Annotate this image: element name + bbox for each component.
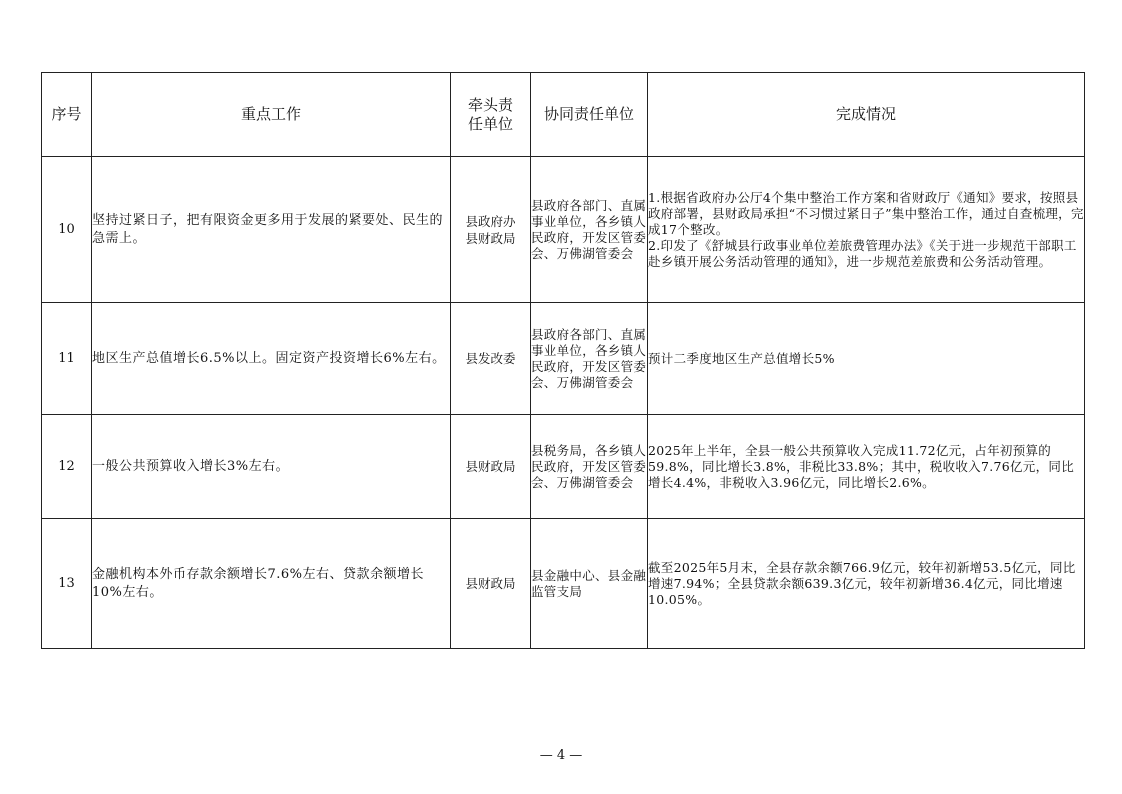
status-line: 2.印发了《舒城县行政事业单位差旅费管理办法》《关于进一步规范干部职工赴乡镇开展公务活动管理的通知》，进一步规范差旅费和公务活动管理。 <box>648 237 1077 269</box>
row-number: 11 <box>42 303 92 415</box>
row-status <box>648 415 1085 519</box>
header-lead-label: 牵头责任单位 <box>467 95 513 133</box>
row-status <box>648 157 1085 303</box>
row-status <box>648 303 1085 415</box>
row-lead-unit: 县财政局 <box>451 415 531 519</box>
row-coop-unit: 县政府各部门、直属事业单位，各乡镇人民政府，开发区管委会、万佛湖管委会 <box>531 303 648 415</box>
row-lead-unit: 县发改委 <box>451 303 531 415</box>
header-task: 重点工作 <box>92 73 451 157</box>
status-line: 2025年上半年，全县一般公共预算收入完成11.72亿元，占年初预算的59.8%，同比增长3.8%，非税比33.8%；其中，税收收入7.76亿元，同比增长4.4%，非税收入3.96亿元，同比增长2.6%。 <box>648 442 1075 490</box>
row-number: 13 <box>42 519 92 649</box>
row-lead-unit: 县政府办县财政局 <box>451 157 531 303</box>
status-line: 预计二季度地区生产总值增长5% <box>648 350 835 366</box>
row-task: 一般公共预算收入增长3%左右。 <box>92 415 451 519</box>
row-task: 坚持过紧日子，把有限资金更多用于发展的紧要处、民生的急需上。 <box>92 157 451 303</box>
row-task: 地区生产总值增长6.5%以上。固定资产投资增长6%左右。 <box>92 303 451 415</box>
row-task: 金融机构本外币存款余额增长7.6%左右、贷款余额增长10%左右。 <box>92 519 451 649</box>
table-row <box>42 519 1085 649</box>
table-row <box>42 303 1085 415</box>
page-number: — 4 — <box>539 748 583 763</box>
row-number: 10 <box>42 157 92 303</box>
table-row <box>42 415 1085 519</box>
header-lead <box>451 73 531 157</box>
row-coop-unit: 县政府各部门、直属事业单位，各乡镇人民政府，开发区管委会、万佛湖管委会 <box>531 157 648 303</box>
status-line: 1.根据省政府办公厅4个集中整治工作方案和省财政厅《通知》要求，按照县政府部署，县财政局承担“不习惯过紧日子”集中整治工作，通过自查梳理，完成17个整改。 <box>648 189 1084 237</box>
row-number: 12 <box>42 415 92 519</box>
row-lead-unit: 县财政局 <box>451 519 531 649</box>
row-coop-unit: 县金融中心、县金融监管支局 <box>531 519 648 649</box>
table-header-row <box>42 73 1085 157</box>
header-num: 序号 <box>42 73 92 157</box>
key-work-table <box>41 72 1085 649</box>
row-status <box>648 519 1085 649</box>
status-line: 截至2025年5月末，全县存款余额766.9亿元，较年初新增53.5亿元，同比增速7.94%；全县贷款余额639.3亿元，较年初新增36.4亿元，同比增速10.05%。 <box>648 559 1076 607</box>
header-status: 完成情况 <box>648 73 1085 157</box>
table-row <box>42 157 1085 303</box>
row-coop-unit: 县税务局，各乡镇人民政府，开发区管委会、万佛湖管委会 <box>531 415 648 519</box>
header-coop: 协同责任单位 <box>531 73 648 157</box>
